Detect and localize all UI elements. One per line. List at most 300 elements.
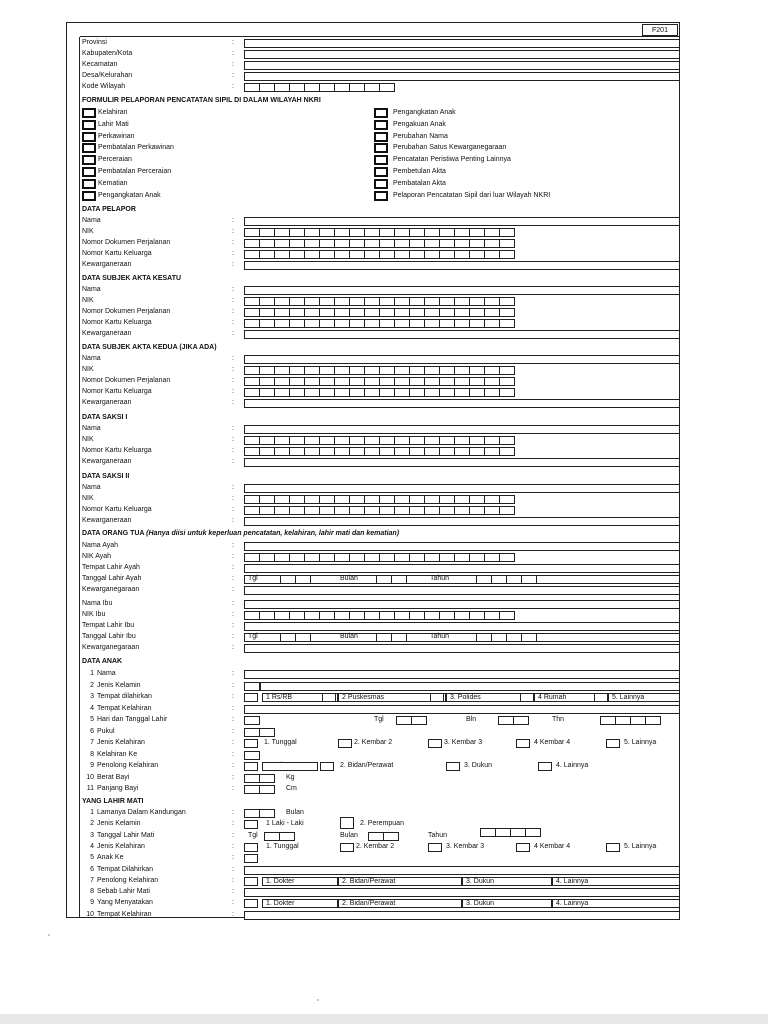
nik-ibu-cells[interactable] <box>244 611 514 620</box>
colon: : <box>232 61 234 68</box>
saksi2-kw-field[interactable] <box>244 517 680 526</box>
bulan-unit: Bulan <box>286 809 304 816</box>
saksi1-kw-field[interactable] <box>244 458 680 467</box>
jenis-option: 2. Kembar 2 <box>356 842 395 850</box>
label-desa: Desa/Kelurahan <box>82 72 133 79</box>
row-number: 7 <box>90 876 94 884</box>
colon: : <box>232 600 234 607</box>
row-label: Lamanya Dalam Kandungan <box>97 809 186 816</box>
row-label: Penolong Kelahiran <box>97 876 159 884</box>
row-number: 9 <box>90 762 94 769</box>
option-box[interactable] <box>606 739 620 748</box>
option-box[interactable] <box>322 693 336 702</box>
row-number: 11 <box>86 785 94 792</box>
label-nik-ibu: NIK Ibu <box>82 611 106 618</box>
sex-option: 1 Laki - Laki <box>266 820 304 828</box>
row-label: Kelahiran Ke <box>97 750 138 758</box>
scan-speck <box>48 934 50 936</box>
colon: : <box>232 484 234 491</box>
row-number: 5 <box>90 716 94 723</box>
formulir-option-left: Kelahiran <box>98 109 128 116</box>
option-box[interactable] <box>244 762 258 771</box>
lm-month-cells[interactable] <box>368 832 398 841</box>
row-label: Jenis Kelamin <box>97 820 141 828</box>
penolong-option: 4. Lainnya <box>556 762 589 769</box>
ibu-day-cells[interactable] <box>280 633 310 642</box>
jenis-option: 5. Lainnya <box>624 842 657 850</box>
row-number: 2 <box>90 820 94 828</box>
anak-jenis-kelamin-field[interactable] <box>260 682 680 691</box>
label-tempat-ayah: Tempat Lahir Ayah <box>82 564 140 571</box>
option-segment: 1 Rs/RB <box>262 693 338 702</box>
subjek1-label-nik: NIK <box>82 297 94 304</box>
colon: : <box>232 842 234 850</box>
option-box[interactable] <box>516 843 530 852</box>
penolong-option: 2. Bidan/Perawat <box>340 762 394 769</box>
row-number: 10 <box>86 773 94 781</box>
subjek2-dokumen-cells[interactable] <box>244 377 514 386</box>
checkbox[interactable] <box>82 179 96 189</box>
ayah-month-cells[interactable] <box>376 575 406 584</box>
label-tempat-ibu: Tempat Lahir Ibu <box>82 622 135 629</box>
formulir-option-right: Pencatatan Peristiwa Penting Lainnya <box>393 156 511 164</box>
subjek1-title: DATA SUBJEK AKTA KESATU <box>82 275 182 282</box>
row-number: 5 <box>90 854 94 862</box>
label-tgl-ayah: Tanggal Lahir Ayah <box>82 575 142 582</box>
kecamatan-field[interactable] <box>244 61 680 70</box>
lm-sebab-field[interactable] <box>244 888 680 897</box>
subjek2-kk-cells[interactable] <box>244 388 514 397</box>
option-segment: 3. Polides <box>446 693 534 702</box>
colon: : <box>232 388 234 395</box>
label-kw-ayah: Kewarganegaraan <box>82 586 140 593</box>
jenis-option: 1. Tunggal <box>266 842 299 850</box>
row-label: Tempat Dilahirkan <box>97 865 154 873</box>
checkbox[interactable] <box>82 120 96 130</box>
penolong-line[interactable] <box>262 762 318 771</box>
option-box[interactable] <box>446 762 460 771</box>
lm-year-cells[interactable] <box>480 828 540 837</box>
subjek2-label-nama: Nama <box>82 355 101 362</box>
row-label: Jenis Kelamin <box>97 681 141 689</box>
pelapor-nik-cells[interactable] <box>244 228 514 237</box>
row-label: Panjang Bayi <box>97 785 139 792</box>
colon: : <box>232 83 234 90</box>
bulan-label: Bulan <box>340 633 358 640</box>
option-box[interactable] <box>244 854 258 863</box>
lm-lama-cells[interactable] <box>244 809 274 818</box>
nik-ayah-cells[interactable] <box>244 553 514 562</box>
jenis-option: 3. Kembar 3 <box>444 739 483 746</box>
subjek2-label-nik: NIK <box>82 366 94 373</box>
colon: : <box>232 644 234 651</box>
colon: : <box>232 876 234 884</box>
row-label: Nama <box>97 670 116 677</box>
colon: : <box>232 50 234 57</box>
option-segment: 3. Dukun <box>462 899 552 908</box>
saksi1-nama-field[interactable] <box>244 425 680 434</box>
pelapor-nama-field[interactable] <box>244 217 680 226</box>
option-segment: 5. Lainnya <box>608 693 680 702</box>
jenis-option: 2. Kembar 2 <box>354 739 393 746</box>
row-label: Sebab Lahir Mati <box>97 888 150 896</box>
colon: : <box>232 865 234 873</box>
saksi1-nik-cells[interactable] <box>244 436 514 445</box>
anak-title: DATA ANAK <box>82 658 123 665</box>
colon: : <box>232 854 234 862</box>
lm-tempat-kelahiran-field[interactable] <box>244 911 680 920</box>
lm-day-cells[interactable] <box>264 832 294 841</box>
row-number: 6 <box>90 727 94 735</box>
saksi1-label-nama: Nama <box>82 425 101 432</box>
colon: : <box>232 820 234 828</box>
option-box[interactable] <box>244 843 258 852</box>
option-box[interactable] <box>340 843 354 852</box>
kode-wilayah-cells[interactable] <box>244 83 394 92</box>
colon: : <box>232 517 234 524</box>
checkbox[interactable] <box>82 155 96 165</box>
colon: : <box>232 366 234 373</box>
scan-edge <box>0 1014 768 1024</box>
label-kabupaten: Kabupaten/Kota <box>82 50 133 57</box>
colon: : <box>232 575 234 582</box>
colon: : <box>232 716 234 723</box>
nama-ayah-field[interactable] <box>244 542 680 551</box>
colon: : <box>232 888 234 896</box>
cm-unit: Cm <box>286 785 297 792</box>
subjek2-label-dokumen: Nomor Dokumen Perjalanan <box>82 377 171 384</box>
thn-label: Thn <box>552 716 565 723</box>
ibu-year-cells[interactable] <box>476 633 536 642</box>
checkbox[interactable] <box>82 143 96 153</box>
option-segment: 2. Bidan/Perawat <box>338 899 462 908</box>
colon: : <box>232 785 234 792</box>
anak-kelahiran-ke-box[interactable] <box>244 751 259 760</box>
option-box[interactable] <box>340 817 354 829</box>
row-label: Berat Bayi <box>97 773 130 781</box>
colon: : <box>232 425 234 432</box>
saksi2-label-kk: Nomor Kartu Keluarga <box>82 506 152 513</box>
jenis-option: 4 Kembar 4 <box>534 739 571 746</box>
colon: : <box>232 377 234 384</box>
berat-cells[interactable] <box>244 774 274 783</box>
subjek1-nik-cells[interactable] <box>244 297 514 306</box>
checkbox[interactable] <box>374 155 388 165</box>
subjek2-label-kw: Kewarganeraan <box>82 399 132 406</box>
tgl-label: Tgl <box>248 633 258 640</box>
pelapor-label-kk: Nomor Kartu Keluarga <box>82 250 152 257</box>
colon: : <box>232 308 234 315</box>
row-number: 10 <box>86 910 94 918</box>
option-box[interactable] <box>244 739 258 748</box>
row-number: 4 <box>90 842 94 850</box>
pelapor-kk-cells[interactable] <box>244 250 514 259</box>
row-number: 7 <box>90 739 94 746</box>
colon: : <box>232 739 234 746</box>
kabupaten-field[interactable] <box>244 50 680 59</box>
tahun-label: Tahun <box>428 831 448 839</box>
colon: : <box>232 72 234 79</box>
subjek2-nik-cells[interactable] <box>244 366 514 375</box>
checkbox[interactable] <box>374 120 388 130</box>
pelapor-label-kw: Kewarganeraan <box>82 261 132 268</box>
form-margin-column <box>66 37 80 918</box>
checkbox[interactable] <box>82 108 96 118</box>
bulan-label: Bulan <box>340 575 358 582</box>
formulir-option-left: Kematian <box>98 179 128 187</box>
subjek1-kw-field[interactable] <box>244 330 680 339</box>
lahir-mati-title: YANG LAHIR MATI <box>82 798 144 805</box>
subjek1-label-kw: Kewarganeraan <box>82 330 132 337</box>
subjek2-title: DATA SUBJEK AKTA KEDUA (JIKA ADA) <box>82 344 217 351</box>
colon: : <box>232 286 234 293</box>
option-box[interactable] <box>520 693 534 702</box>
row-label: Tempat Kelahiran <box>97 910 152 918</box>
form-frame <box>66 22 680 918</box>
colon: : <box>232 330 234 337</box>
tgl-label: Tgl <box>374 716 384 723</box>
jenis-option: 1. Tunggal <box>264 739 297 746</box>
subjek1-label-dokumen: Nomor Dokumen Perjalanan <box>82 308 171 315</box>
colon: : <box>232 542 234 549</box>
label-kode-wilayah: Kode Wilayah <box>82 83 126 90</box>
anak-year-cells[interactable] <box>600 716 660 725</box>
option-box[interactable] <box>428 843 442 852</box>
colon: : <box>232 633 234 640</box>
saksi2-label-nik: NIK <box>82 495 94 502</box>
option-segment: 4. Lainnya <box>552 899 680 908</box>
option-box[interactable] <box>320 762 334 771</box>
option-segment: 4. Lainnya <box>552 877 680 886</box>
row-number: 3 <box>90 831 94 839</box>
tahun-label: Tahun <box>430 575 450 582</box>
colon: : <box>232 910 234 918</box>
saksi1-label-kw: Kewarganeraan <box>82 458 132 465</box>
colon: : <box>232 831 234 839</box>
formulir-option-left: Pengangkatan Anak <box>98 191 161 199</box>
colon: : <box>232 261 234 268</box>
colon: : <box>232 704 234 712</box>
colon: : <box>232 681 234 689</box>
formulir-option-right: Pengangkatan Anak <box>393 109 456 116</box>
anak-jenis-kelamin-box[interactable] <box>244 682 259 691</box>
row-label: Penolong Kelahiran <box>97 762 159 769</box>
colon: : <box>232 458 234 465</box>
option-box[interactable] <box>244 877 258 886</box>
tempat-ayah-field[interactable] <box>244 564 680 573</box>
colon: : <box>232 750 234 758</box>
tgl-label: Tgl <box>248 831 258 839</box>
colon: : <box>232 809 234 816</box>
colon: : <box>232 447 234 454</box>
label-kw-ibu: Kewarganegaraan <box>82 644 140 651</box>
colon: : <box>232 217 234 224</box>
ortu-title: DATA ORANG TUA (Hanya diisi untuk keperluan pencatatan, kelahiran, lahir mati dan kematian) <box>82 530 400 537</box>
option-segment: 1. Dokter <box>262 877 338 886</box>
option-segment: 2 Puskesmas <box>338 693 446 702</box>
row-number: 8 <box>90 888 94 896</box>
row-label: Hari dan Tanggal Lahir <box>97 716 168 723</box>
formulir-option-left: Perkawinan <box>98 132 135 140</box>
form-code: F201 <box>642 24 678 36</box>
saksi1-label-nik: NIK <box>82 436 94 443</box>
saksi1-kk-cells[interactable] <box>244 447 514 456</box>
option-box[interactable] <box>338 739 352 748</box>
anak-hari-cell[interactable] <box>244 716 259 725</box>
anak-month-cells[interactable] <box>498 716 528 725</box>
kw-ibu-field[interactable] <box>244 644 680 653</box>
colon: : <box>232 762 234 769</box>
colon: : <box>232 506 234 513</box>
saksi2-kk-cells[interactable] <box>244 506 514 515</box>
row-number: 6 <box>90 865 94 873</box>
pelapor-label-nik: NIK <box>82 228 94 235</box>
anak-day-cells[interactable] <box>396 716 426 725</box>
tgl-label: Tgl <box>248 575 258 582</box>
colon: : <box>232 773 234 781</box>
option-box[interactable] <box>430 693 444 702</box>
saksi2-nik-cells[interactable] <box>244 495 514 504</box>
colon: : <box>232 670 234 677</box>
bln-label: Bln <box>466 716 477 723</box>
ayah-day-cells[interactable] <box>280 575 310 584</box>
colon: : <box>232 586 234 593</box>
formulir-option-left: Pembatalan Perkawinan <box>98 144 174 152</box>
row-number: 1 <box>90 809 94 816</box>
option-box[interactable] <box>594 693 608 702</box>
label-kecamatan: Kecamatan <box>82 61 118 68</box>
pelapor-label-nama: Nama <box>82 217 101 224</box>
pelapor-label-dokumen: Nomor Dokumen Perjalanan <box>82 239 171 246</box>
colon: : <box>232 693 234 700</box>
checkbox[interactable] <box>374 132 388 142</box>
formulir-option-left: Lahir Mati <box>98 120 129 128</box>
anak-nama-field[interactable] <box>244 670 680 679</box>
formulir-option-right: Perubahan Satus Kewarganegaraan <box>393 144 507 152</box>
tempat-ibu-field[interactable] <box>244 622 680 631</box>
desa-field[interactable] <box>244 72 680 81</box>
label-tgl-ibu: Tanggal Lahir Ibu <box>82 633 136 640</box>
colon: : <box>232 239 234 246</box>
checkbox[interactable] <box>374 143 388 153</box>
row-label: Jenis Kelahiran <box>97 739 145 746</box>
colon: : <box>232 495 234 502</box>
subjek2-nama-field[interactable] <box>244 355 680 364</box>
option-box[interactable] <box>538 762 552 771</box>
checkbox[interactable] <box>374 108 388 118</box>
saksi1-title: DATA SAKSI I <box>82 414 128 421</box>
subjek2-kw-field[interactable] <box>244 399 680 408</box>
colon: : <box>232 622 234 629</box>
colon: : <box>232 355 234 362</box>
formulir-option-right: Pembetulan Akta <box>393 168 446 175</box>
formulir-option-right: Pelaporan Pencatatan Sipil dari luar Wilayah NKRI <box>393 191 551 199</box>
colon: : <box>232 564 234 571</box>
saksi2-nama-field[interactable] <box>244 484 680 493</box>
checkbox[interactable] <box>374 179 388 189</box>
subjek1-label-kk: Nomor Kartu Keluarga <box>82 319 152 326</box>
option-box[interactable] <box>244 693 258 702</box>
option-segment: 2. Bidan/Perawat <box>338 877 462 886</box>
ayah-year-cells[interactable] <box>476 575 536 584</box>
option-box[interactable] <box>516 739 530 748</box>
jenis-option: 3. Kembar 3 <box>446 842 485 850</box>
row-label: Yang Menyatakan <box>97 899 153 907</box>
scan-speck <box>317 999 319 1001</box>
tahun-label: Tahun <box>430 633 450 640</box>
option-box[interactable] <box>244 820 258 829</box>
penolong-option: 3. Dukun <box>464 762 493 769</box>
colon: : <box>232 39 234 46</box>
kw-ayah-field[interactable] <box>244 586 680 595</box>
row-label: Tempat Kelahiran <box>97 704 152 712</box>
colon: : <box>232 436 234 443</box>
row-number: 9 <box>90 899 94 907</box>
row-label: Pukul <box>97 727 115 735</box>
checkbox[interactable] <box>82 132 96 142</box>
label-nik-ayah: NIK Ayah <box>82 553 112 560</box>
row-number: 2 <box>90 681 94 689</box>
panjang-cells[interactable] <box>244 785 274 794</box>
nama-ibu-field[interactable] <box>244 600 680 609</box>
option-box[interactable] <box>428 739 442 748</box>
formulir-option-left: Perceraian <box>98 156 132 164</box>
formulir-option-right: Pembatalan Akta <box>393 179 446 187</box>
lm-tempat-dilahirkan-field[interactable] <box>244 866 680 875</box>
pelapor-title: DATA PELAPOR <box>82 206 136 213</box>
row-number: 4 <box>90 704 94 712</box>
bulan-label: Bulan <box>340 831 358 839</box>
checkbox[interactable] <box>374 191 388 201</box>
pelapor-dokumen-cells[interactable] <box>244 239 514 248</box>
subjek1-kk-cells[interactable] <box>244 319 514 328</box>
label-provinsi: Provinsi <box>82 39 107 46</box>
subjek1-label-nama: Nama <box>82 286 101 293</box>
row-number: 3 <box>90 693 94 700</box>
checkbox[interactable] <box>82 167 96 177</box>
colon: : <box>232 228 234 235</box>
ortu-note: (Hanya diisi untuk keperluan pencatatan, kelahiran, lahir mati dan kematian) <box>146 530 400 537</box>
jenis-option: 4 Kembar 4 <box>534 842 571 850</box>
subjek1-nama-field[interactable] <box>244 286 680 295</box>
provinsi-field[interactable] <box>244 39 680 48</box>
colon: : <box>232 727 234 735</box>
option-box[interactable] <box>606 843 620 852</box>
saksi2-label-nama: Nama <box>82 484 101 491</box>
subjek1-dokumen-cells[interactable] <box>244 308 514 317</box>
jenis-option: 5. Lainnya <box>624 739 657 746</box>
checkbox[interactable] <box>82 191 96 201</box>
label-nama-ayah: Nama Ayah <box>82 542 119 549</box>
colon: : <box>232 319 234 326</box>
option-box[interactable] <box>244 899 258 908</box>
anak-tempat-kelahiran-field[interactable] <box>244 705 680 714</box>
checkbox[interactable] <box>374 167 388 177</box>
colon: : <box>232 611 234 618</box>
colon: : <box>232 297 234 304</box>
row-number: 8 <box>90 750 94 758</box>
option-segment: 4 Rumah <box>534 693 608 702</box>
ibu-month-cells[interactable] <box>376 633 406 642</box>
option-segment: 3. Dukun <box>462 877 552 886</box>
form-top-divider <box>80 36 680 37</box>
subjek2-label-kk: Nomor Kartu Keluarga <box>82 388 152 395</box>
row-label: Jenis Kelahiran <box>97 842 145 850</box>
anak-pukul-cells[interactable] <box>244 728 274 737</box>
colon: : <box>232 399 234 406</box>
pelapor-kw-field[interactable] <box>244 261 680 270</box>
formulir-option-right: Perubahan Nama <box>393 132 448 140</box>
